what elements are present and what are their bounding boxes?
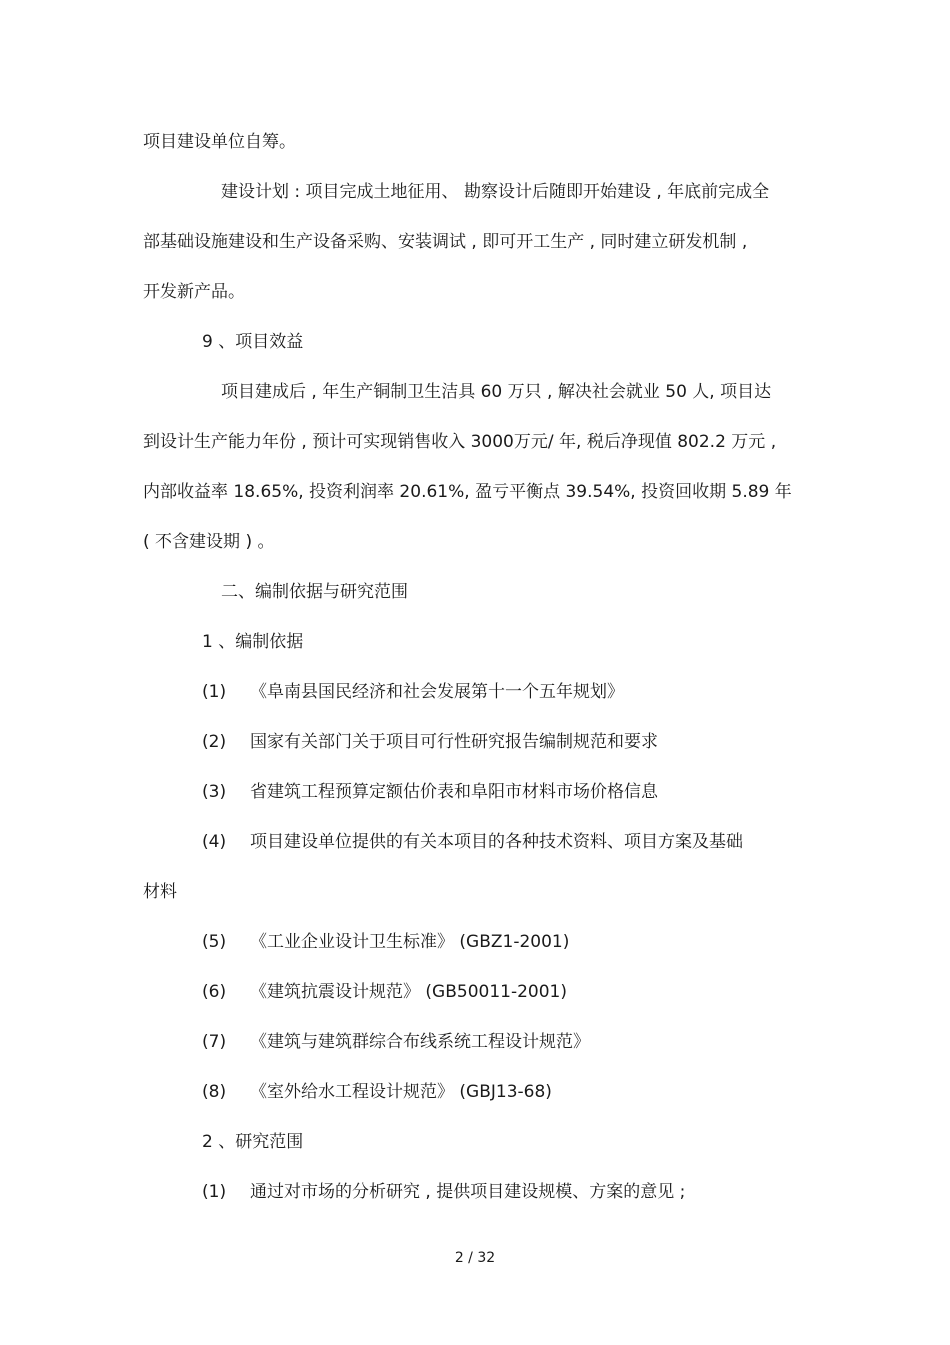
subsection-heading: 1 、编制依据: [202, 632, 304, 652]
paragraph-line: 内部收益率 18.65%, 投资利润率 20.61%, 盈亏平衡点 39.54%, 投资回收期 5.89 年: [143, 482, 792, 502]
page-number: 2 / 32: [454, 1250, 496, 1266]
list-item: [202, 981, 567, 1003]
list-number: (5): [202, 932, 227, 952]
list-item: [202, 1181, 685, 1203]
list-text: 省建筑工程预算定额估价表和阜阳市材料市场价格信息: [250, 782, 658, 802]
list-text: 《室外给水工程设计规范》 (GBJ13-68): [250, 1082, 552, 1102]
paragraph-line: 项目建设单位自筹。: [143, 132, 296, 152]
list-text: 《工业企业设计卫生标准》 (GBZ1-2001): [250, 932, 570, 952]
paragraph-line: 到设计生产能力年份 , 预计可实现销售收入 3000万元/ 年, 税后净现值 802.2 万元 ,: [143, 432, 777, 452]
list-item: [202, 1081, 552, 1103]
paragraph-line: 部基础设施建设和生产设备采购、安装调试 , 即可开工生产 , 同时建立研发机制 ,: [143, 232, 748, 252]
paragraph-line: 材料: [143, 882, 177, 902]
list-item: [202, 681, 624, 703]
list-number: (6): [202, 982, 227, 1002]
list-number: (1): [202, 1182, 227, 1202]
list-number: (1): [202, 682, 227, 702]
list-text: 项目建设单位提供的有关本项目的各种技术资料、项目方案及基础: [250, 832, 743, 852]
list-item: [202, 831, 743, 853]
list-number: (2): [202, 732, 227, 752]
list-text: 《阜南县国民经济和社会发展第十一个五年规划》: [250, 682, 624, 702]
paragraph-line: 项目建成后 , 年生产铜制卫生洁具 60 万只 , 解决社会就业 50 人, 项目达: [221, 382, 772, 402]
list-item: [202, 1031, 590, 1053]
paragraph-line: 开发新产品。: [143, 282, 245, 302]
section-heading: 二、编制依据与研究范围: [221, 582, 408, 602]
list-text: 国家有关部门关于项目可行性研究报告编制规范和要求: [250, 732, 658, 752]
section-heading: 9 、项目效益: [202, 332, 304, 352]
paragraph-line: ( 不含建设期 ) 。: [143, 532, 275, 552]
paragraph-line: 建设计划 : 项目完成土地征用、 勘察设计后随即开始建设 , 年底前完成全: [221, 182, 770, 202]
list-item: [202, 731, 658, 753]
list-number: (7): [202, 1032, 227, 1052]
list-text: 《建筑与建筑群综合布线系统工程设计规范》: [250, 1032, 590, 1052]
list-number: (8): [202, 1082, 227, 1102]
list-item: [202, 781, 658, 803]
list-text: 通过对市场的分析研究 , 提供项目建设规模、方案的意见 ;: [250, 1182, 686, 1202]
list-text: 《建筑抗震设计规范》 (GB50011-2001): [250, 982, 567, 1002]
subsection-heading: 2 、研究范围: [202, 1132, 304, 1152]
list-number: (3): [202, 782, 227, 802]
list-item: [202, 931, 569, 953]
list-number: (4): [202, 832, 227, 852]
